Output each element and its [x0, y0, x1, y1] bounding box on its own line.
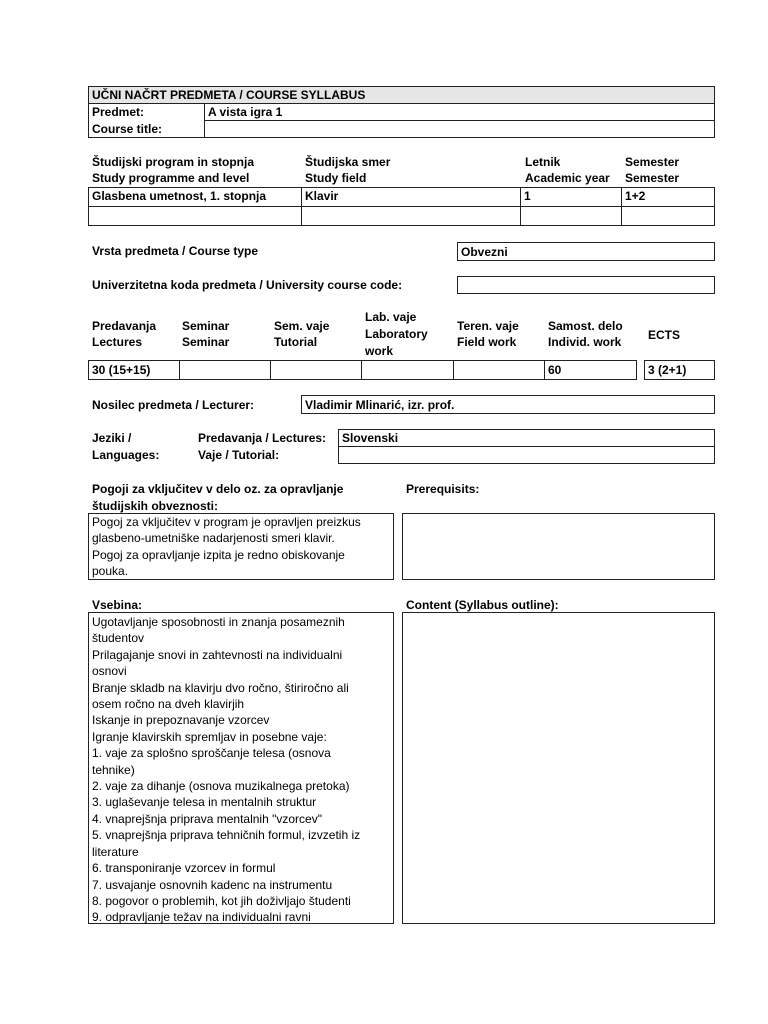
- course-title-value: [204, 120, 715, 138]
- lectures-language-label: Predavanja / Lectures:: [198, 431, 327, 445]
- study-programme-value: Glasbena umetnost, 1. stopnja: [92, 189, 267, 203]
- hours-col-divider-2: [270, 360, 271, 380]
- hours-header-individual: Samost. delo Individ. work: [548, 319, 623, 349]
- course-title-label: Course title:: [92, 122, 163, 136]
- content-label-sl: Vsebina:: [92, 598, 143, 612]
- course-type-value: Obvezni: [457, 242, 715, 261]
- prerequisites-label-en: Prerequisits:: [406, 482, 480, 496]
- prerequisites-text-sl: Pogoj za vključitev v program je opravljen preizkus glasbeno-umetniške nadarjenosti smeri klavir. Pogoj za opravljanje izpita je redno obiskovanje pouka.: [88, 513, 394, 580]
- study-programme-header: Študijski program in stopnja Study programme and level: [92, 155, 255, 185]
- hours-col-divider-1: [179, 360, 180, 380]
- hours-header-ects: ECTS: [648, 328, 681, 342]
- hours-col-divider-3: [361, 360, 362, 380]
- hours-header-lab: Lab. vaje Laboratory work: [365, 310, 428, 358]
- header-bottom-border: [88, 137, 205, 138]
- study-field-header: Študijska smer Study field: [305, 155, 391, 185]
- hours-header-field: Teren. vaje Field work: [457, 319, 519, 349]
- academic-year-header: Letnik Academic year: [525, 155, 610, 185]
- header-left-border: [88, 103, 89, 138]
- semester-header: Semester Semester: [625, 155, 680, 185]
- hours-value-individual: 60: [548, 363, 562, 377]
- lectures-language-value: Slovenski: [338, 429, 715, 447]
- university-code-value: [457, 276, 715, 294]
- languages-label: Jeziki / Languages:: [92, 431, 160, 462]
- hours-value-ects: 3 (2+1): [644, 360, 715, 380]
- hours-header-lectures: Predavanja Lectures: [92, 319, 157, 349]
- hours-col-divider-4: [453, 360, 454, 380]
- syllabus-title: UČNI NAČRT PREDMETA / COURSE SYLLABUS: [88, 86, 715, 104]
- content-text-sl: Ugotavljanje sposobnosti in znanja posameznih študentov Prilagajanje snovi in zahtevnosti na individualni osnovi Branje skladb na klavirju dvo ročno, štiriročno ali osem ročno na dveh klavirjih Iskanje in prepoznavanje vzorcev Igranje klavirskih spremljav in posebne vaje: 1. vaje za splošno sproščanje telesa (osnova tehnike) 2. vaje za dihanje (osnova muzikalnega pretoka) 3. uglaševanje telesa in mentalnih struktur 4. vnaprejšnja priprava mentalnih "vzorcev" 5. vnaprejšnja priprava tehničnih formul, izvzetih iz literature 6. transponiranje vzorcev in formul 7. usvajanje osnovnih kadenc na instrumentu 8. pogovor o problemih, kot jih doživljajo študenti 9. odpravljanje težav na individualni ravni: [88, 612, 394, 924]
- academic-year-value: 1: [524, 189, 531, 203]
- tutorial-language-label: Vaje / Tutorial:: [198, 448, 280, 462]
- prerequisites-text-en: [402, 513, 715, 580]
- semester-value: 1+2: [625, 189, 646, 203]
- lecturer-label: Nosilec predmeta / Lecturer:: [92, 398, 255, 412]
- subject-value: A vista igra 1: [204, 103, 715, 121]
- study-field-value: Klavir: [305, 189, 339, 203]
- subject-label: Predmet:: [92, 105, 145, 119]
- course-type-label: Vrsta predmeta / Course type: [92, 244, 259, 258]
- prerequisites-label-sl: Pogoji za vključitev v delo oz. za opravljanje študijskih obveznosti:: [92, 482, 344, 513]
- hours-header-seminar: Seminar Seminar: [182, 319, 230, 349]
- tutorial-language-value: [338, 446, 715, 464]
- hours-header-tutorial: Sem. vaje Tutorial: [274, 319, 330, 349]
- content-text-en: [402, 612, 715, 924]
- content-label-en: Content (Syllabus outline):: [406, 598, 559, 612]
- hours-value-lectures: 30 (15+15): [92, 363, 151, 377]
- lecturer-value: Vladimir Mlinarić, izr. prof.: [301, 395, 715, 414]
- university-code-label: Univerzitetna koda predmeta / University course code:: [92, 278, 403, 292]
